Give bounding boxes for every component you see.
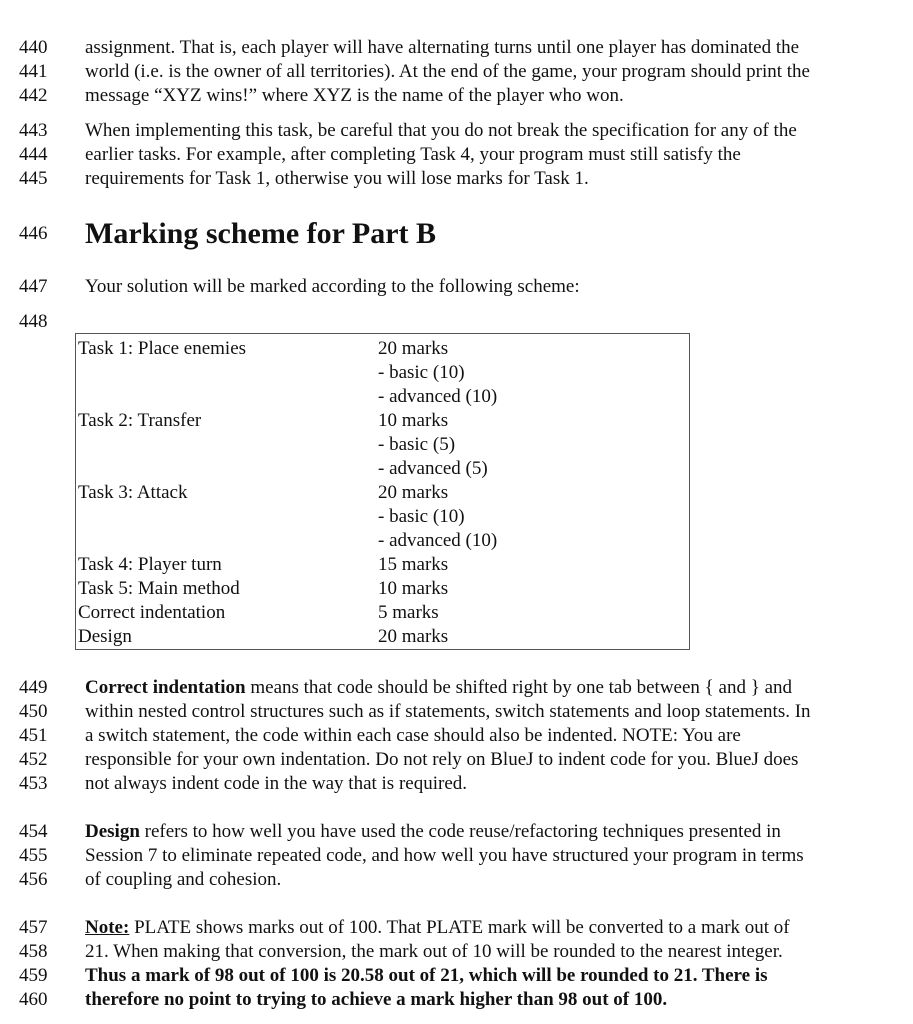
table-row-marks: 20 marks — [378, 626, 449, 647]
table-row-label: Task 3: Attack — [78, 482, 188, 503]
text-line: earlier tasks. For example, after completing Task 4, your program must still satisfy the — [85, 144, 741, 165]
scheme-intro: Your solution will be marked according to the following scheme: — [85, 276, 580, 297]
line-number: 456 — [19, 869, 48, 890]
text-line: assignment. That is, each player will have alternating turns until one player has dominated the — [85, 37, 800, 58]
table-row-marks: 15 marks — [378, 554, 449, 575]
table-row-marks: - advanced (10) — [378, 386, 498, 407]
text-line: therefore no point to trying to achieve a mark higher than 98 out of 100. — [85, 989, 668, 1010]
text-line: 21. When making that conversion, the mark out of 10 will be rounded to the nearest integer. — [85, 941, 783, 962]
text-line: responsible for your own indentation. Do not rely on BlueJ to indent code for you. BlueJ does — [85, 749, 799, 770]
line-number: 450 — [19, 701, 48, 722]
line-number: 440 — [19, 37, 48, 58]
text-line: of coupling and cohesion. — [85, 869, 282, 890]
line-number: 441 — [19, 61, 48, 82]
line-number: 447 — [19, 276, 48, 297]
table-row-marks: 20 marks — [378, 338, 449, 359]
line-number: 458 — [19, 941, 48, 962]
table-row-marks: - basic (5) — [378, 434, 456, 455]
table-row-label: Correct indentation — [78, 602, 226, 623]
table-row-marks: - advanced (5) — [378, 458, 488, 479]
table-row-marks: - basic (10) — [378, 362, 465, 383]
line-number: 448 — [19, 311, 48, 332]
text-line — [85, 916, 790, 940]
line-number: 449 — [19, 677, 48, 698]
text-span: refers to how well you have used the code reuse/refactoring techniques presented in — [139, 821, 781, 842]
text-line: Thus a mark of 98 out of 100 is 20.58 out of 21, which will be rounded to 21. There is — [85, 965, 768, 986]
note-term — [85, 917, 129, 938]
text-span: means that code should be shifted right by one tab between { and } and — [245, 677, 793, 698]
section-heading: Marking scheme for Part B — [85, 217, 437, 250]
text-line: a switch statement, the code within each case should also be indented. NOTE: You are — [85, 725, 741, 746]
table-row-marks: 10 marks — [378, 410, 449, 431]
text-line: world (i.e. is the owner of all territories). At the end of the game, your program should print the — [85, 61, 810, 82]
line-number: 455 — [19, 845, 48, 866]
line-number: 451 — [19, 725, 48, 746]
table-row-label: Task 1: Place enemies — [78, 338, 247, 359]
line-number: 460 — [19, 989, 48, 1010]
line-number: 457 — [19, 917, 48, 938]
design-term: Design — [85, 821, 140, 842]
table-row-label: Task 2: Transfer — [78, 410, 202, 431]
note-term-underlined: Note: — [85, 917, 130, 938]
line-number: 453 — [19, 773, 48, 794]
text-line: Session 7 to eliminate repeated code, and how well you have structured your program in terms — [85, 845, 804, 866]
text-line: not always indent code in the way that is required. — [85, 773, 468, 794]
indentation-term: Correct indentation — [85, 677, 246, 698]
text-line: When implementing this task, be careful that you do not break the specification for any of the — [85, 120, 797, 141]
line-number: 452 — [19, 749, 48, 770]
table-row-label: Task 4: Player turn — [78, 554, 222, 575]
line-number: 443 — [19, 120, 48, 141]
line-number: 459 — [19, 965, 48, 986]
line-number: 442 — [19, 85, 48, 106]
table-row-marks: 10 marks — [378, 578, 449, 599]
text-line: within nested control structures such as if statements, switch statements and loop statements. In — [85, 701, 811, 722]
table-row-label: Task 5: Main method — [78, 578, 240, 599]
line-number: 444 — [19, 144, 48, 165]
table-row-marks: 5 marks — [378, 602, 439, 623]
text-line — [85, 820, 781, 844]
table-row-marks: - basic (10) — [378, 506, 465, 527]
table-row-label: Design — [78, 626, 132, 647]
table-row-marks: 20 marks — [378, 482, 449, 503]
marking-table — [75, 333, 690, 650]
table-row-marks: - advanced (10) — [378, 530, 498, 551]
line-number: 446 — [19, 223, 48, 244]
text-span: PLATE shows marks out of 100. That PLATE mark will be converted to a mark out of — [129, 917, 790, 938]
line-number: 445 — [19, 168, 48, 189]
text-line: requirements for Task 1, otherwise you will lose marks for Task 1. — [85, 168, 589, 189]
text-line: message “XYZ wins!” where XYZ is the name of the player who won. — [85, 85, 624, 106]
line-number: 454 — [19, 821, 48, 842]
text-line — [85, 676, 792, 700]
